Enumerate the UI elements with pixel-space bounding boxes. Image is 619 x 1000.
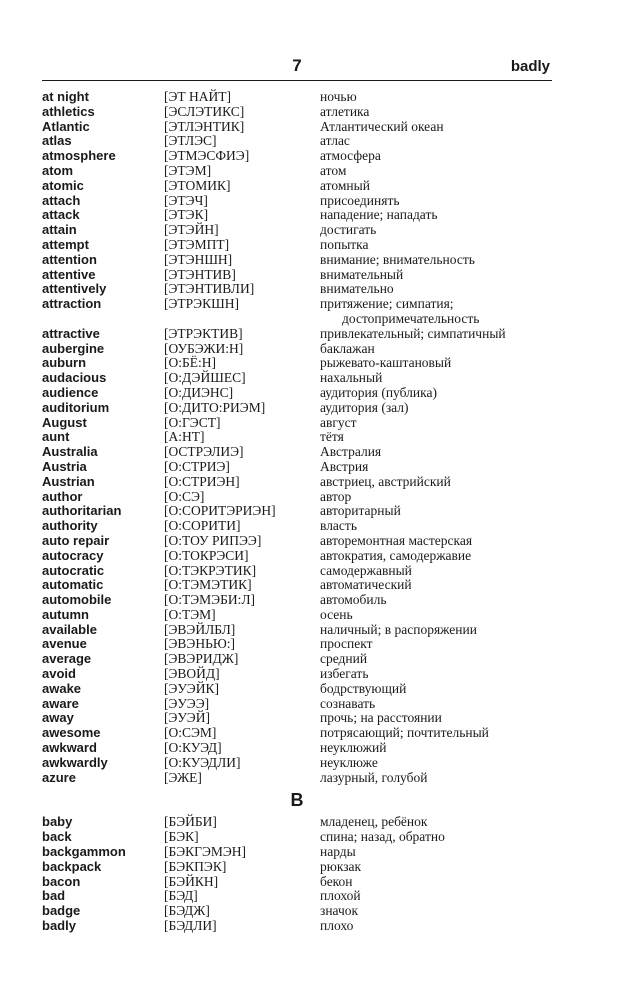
entry-translation: плохой bbox=[320, 888, 361, 904]
entry-word: aware bbox=[42, 695, 79, 711]
dictionary-entry bbox=[42, 164, 562, 179]
dictionary-entry bbox=[42, 667, 562, 682]
entry-word: attentively bbox=[42, 281, 107, 297]
entry-word: automobile bbox=[42, 592, 112, 608]
entry-pronunciation: [О:СТРИЭН] bbox=[164, 473, 240, 489]
entry-pronunciation: [ЭТЛЭНТИК] bbox=[164, 118, 245, 134]
entry-translation: младенец, ребёнок bbox=[320, 814, 428, 830]
dictionary-entry bbox=[42, 504, 562, 519]
entry-pronunciation: [ЭТЭМПТ] bbox=[164, 236, 230, 252]
dictionary-entry bbox=[42, 416, 562, 431]
entry-translation: нахальный bbox=[320, 370, 383, 386]
dictionary-entry bbox=[42, 90, 562, 105]
entry-word: awkward bbox=[42, 740, 97, 756]
entry-translation: атомный bbox=[320, 177, 370, 193]
entry-translation: внимание; внимательность bbox=[320, 251, 475, 267]
entry-word: back bbox=[42, 829, 72, 845]
dictionary-entry bbox=[42, 519, 562, 534]
dictionary-entry bbox=[42, 342, 562, 357]
entry-word: awake bbox=[42, 680, 82, 696]
entry-word: attain bbox=[42, 222, 77, 238]
entry-translation: неуклюже bbox=[320, 754, 378, 770]
page-number: 7 bbox=[292, 56, 302, 75]
entry-pronunciation: [ОСТРЭЛИЭ] bbox=[164, 444, 244, 460]
entry-pronunciation: [О:КУЭДЛИ] bbox=[164, 754, 241, 770]
entry-translation: сознавать bbox=[320, 695, 376, 711]
entry-translation: Австралия bbox=[320, 444, 382, 460]
dictionary-entry bbox=[42, 460, 562, 475]
entry-translation: бекон bbox=[320, 873, 353, 889]
entry-word: atmosphere bbox=[42, 148, 116, 164]
entry-pronunciation: [БЭК] bbox=[164, 829, 199, 845]
entry-translation: значок bbox=[320, 903, 359, 919]
dictionary-entry bbox=[42, 386, 562, 401]
dictionary-entry bbox=[42, 253, 562, 268]
entry-translation: ночью bbox=[320, 89, 357, 104]
entry-word: autocracy bbox=[42, 547, 104, 563]
entry-translation: Атлантический океан bbox=[320, 118, 444, 134]
dictionary-entry bbox=[42, 682, 562, 697]
entry-pronunciation: [БЭЙБИ] bbox=[164, 814, 217, 830]
entry-translation: потрясающий; почтительный bbox=[320, 725, 489, 741]
entry-word: auburn bbox=[42, 355, 87, 371]
entry-pronunciation: [О:ТЭМЭТИК] bbox=[164, 577, 252, 593]
entry-translation: автократия, самодержавие bbox=[320, 547, 472, 563]
entry-pronunciation: [ЭВЭРИДЖ] bbox=[164, 651, 239, 667]
entry-word: attentive bbox=[42, 266, 96, 282]
dictionary-entry bbox=[42, 549, 562, 564]
entry-translation: авторитарный bbox=[320, 503, 401, 519]
entry-translation: бодрствующий bbox=[320, 680, 407, 696]
entry-pronunciation: [О:ГЭСТ] bbox=[164, 414, 221, 430]
entry-translation: спина; назад, обратно bbox=[320, 829, 445, 845]
entry-word: awkwardly bbox=[42, 754, 108, 770]
entry-word: Austria bbox=[42, 458, 87, 474]
entry-word: attention bbox=[42, 251, 97, 267]
entry-translation: автор bbox=[320, 488, 352, 504]
entry-pronunciation: [ЭТЭК] bbox=[164, 207, 209, 223]
entry-translation: атом bbox=[320, 162, 347, 178]
dictionary-entry bbox=[42, 371, 562, 386]
entry-pronunciation: [ЭЖЕ] bbox=[164, 769, 202, 785]
entry-translation: атмосфера bbox=[320, 148, 381, 164]
entry-pronunciation: [ЭУЭЙК] bbox=[164, 680, 219, 696]
dictionary-entry bbox=[42, 860, 562, 875]
dictionary-entry bbox=[42, 830, 562, 845]
entry-word: baby bbox=[42, 814, 73, 830]
entry-translation: прочь; на расстоянии bbox=[320, 710, 442, 726]
entry-word: away bbox=[42, 710, 74, 726]
entry-word: aubergine bbox=[42, 340, 105, 356]
entry-translation: осень bbox=[320, 606, 353, 622]
entry-pronunciation: [О:ТЭМ] bbox=[164, 606, 216, 622]
dictionary-entry bbox=[42, 889, 562, 904]
dictionary-entry bbox=[42, 445, 562, 460]
dictionary-entry bbox=[42, 608, 562, 623]
dictionary-entry bbox=[42, 490, 562, 505]
entry-translation: австриец, австрийский bbox=[320, 473, 451, 489]
dictionary-entry bbox=[42, 815, 562, 830]
entry-word: Austrian bbox=[42, 473, 95, 489]
entry-pronunciation: [ЭТЭМ] bbox=[164, 162, 212, 178]
entry-pronunciation: [БЭЙКН] bbox=[164, 873, 219, 889]
entry-pronunciation: [БЭДЖ] bbox=[164, 903, 210, 919]
entry-translation: неуклюжий bbox=[320, 740, 387, 756]
entry-translation: Австрия bbox=[320, 458, 369, 474]
entry-translation: плохо bbox=[320, 918, 354, 934]
entry-pronunciation: [О:ТОКРЭСИ] bbox=[164, 547, 249, 563]
entry-translation: присоединять bbox=[320, 192, 400, 208]
entry-pronunciation: [БЭКПЭК] bbox=[164, 858, 227, 874]
dictionary-entry bbox=[42, 845, 562, 860]
entry-translation: внимательно bbox=[320, 281, 394, 297]
dictionary-entry bbox=[42, 741, 562, 756]
running-head: badly bbox=[510, 58, 550, 75]
entry-word: August bbox=[42, 414, 87, 430]
entry-word: autocratic bbox=[42, 562, 105, 578]
entry-pronunciation: [О:СОРИТЭРИЭН] bbox=[164, 503, 276, 519]
entry-word: automatic bbox=[42, 577, 104, 593]
entry-word: Australia bbox=[42, 444, 98, 460]
dictionary-entry bbox=[42, 282, 562, 297]
entry-word: attraction bbox=[42, 296, 102, 312]
entry-word: authoritarian bbox=[42, 503, 122, 519]
dictionary-entry bbox=[42, 771, 562, 786]
entry-translation: попытка bbox=[320, 236, 369, 252]
entry-pronunciation: [О:ТЭКРЭТИК] bbox=[164, 562, 257, 578]
entry-pronunciation: [ЭТ НАЙТ] bbox=[164, 89, 232, 104]
entry-translation: притяжение; симпатия; достопримечательность bbox=[320, 296, 480, 326]
entry-word: author bbox=[42, 488, 83, 504]
entry-translation: аудитория (публика) bbox=[320, 384, 437, 400]
entry-translation: август bbox=[320, 414, 357, 430]
entry-translation: избегать bbox=[320, 666, 369, 682]
dictionary-entry bbox=[42, 268, 562, 283]
entry-translation: наличный; в распоряжении bbox=[320, 621, 477, 637]
entry-translation: автоматический bbox=[320, 577, 412, 593]
dictionary-entry bbox=[42, 105, 562, 120]
dictionary-entry bbox=[42, 756, 562, 771]
dictionary-entry bbox=[42, 297, 562, 327]
dictionary-entry bbox=[42, 475, 562, 490]
entry-pronunciation: [О:ТОУ РИПЭЭ] bbox=[164, 532, 262, 548]
entry-word: badge bbox=[42, 903, 81, 919]
entry-pronunciation: [ЭТРЭКШН] bbox=[164, 296, 239, 312]
entry-translation: нападение; нападать bbox=[320, 207, 438, 223]
entry-pronunciation: [ЭВОЙД] bbox=[164, 666, 220, 682]
entry-word: backgammon bbox=[42, 844, 126, 860]
entry-pronunciation: [ЭУЭЭ] bbox=[164, 695, 210, 711]
entry-pronunciation: [ЭСЛЭТИКС] bbox=[164, 103, 245, 119]
entry-translation: внимательный bbox=[320, 266, 404, 282]
entry-pronunciation: [ЭТЭНТИВ] bbox=[164, 266, 236, 282]
entry-word: athletics bbox=[42, 103, 95, 119]
entry-pronunciation: [ОУБЭЖИ:Н] bbox=[164, 340, 244, 356]
entry-translation: рюкзак bbox=[320, 858, 362, 874]
entry-translation: средний bbox=[320, 651, 368, 667]
page-header bbox=[42, 56, 552, 81]
entry-word: badly bbox=[42, 918, 76, 934]
dictionary-entry bbox=[42, 904, 562, 919]
dictionary-entry bbox=[42, 726, 562, 741]
dictionary-entry bbox=[42, 327, 562, 342]
entry-pronunciation: [О:ДИТО:РИЭМ] bbox=[164, 399, 266, 415]
dictionary-entry bbox=[42, 179, 562, 194]
entry-translation: достигать bbox=[320, 222, 377, 238]
entry-translation: баклажан bbox=[320, 340, 375, 356]
entry-pronunciation: [О:СЭМ] bbox=[164, 725, 217, 741]
entry-pronunciation: [ЭВЭНЬЮ:] bbox=[164, 636, 235, 652]
dictionary-entry bbox=[42, 534, 562, 549]
entry-translation: проспект bbox=[320, 636, 373, 652]
entry-word: backpack bbox=[42, 858, 102, 874]
entry-word: aunt bbox=[42, 429, 70, 445]
entry-translation: рыжевато-каштановый bbox=[320, 355, 452, 371]
entry-translation: авторемонтная мастерская bbox=[320, 532, 473, 548]
entry-pronunciation: [ЭТЛЭС] bbox=[164, 133, 217, 149]
dictionary-entry bbox=[42, 623, 562, 638]
section-a bbox=[42, 90, 562, 785]
entry-translation: автомобиль bbox=[320, 592, 387, 608]
entry-word: authority bbox=[42, 518, 98, 534]
dictionary-entry bbox=[42, 637, 562, 652]
entry-pronunciation: [О:ДЭЙШЕС] bbox=[164, 370, 246, 386]
entry-word: bacon bbox=[42, 873, 81, 889]
dictionary-entry bbox=[42, 919, 562, 934]
entry-pronunciation: [ЭВЭЙЛБЛ] bbox=[164, 621, 236, 637]
entry-translation: тётя bbox=[320, 429, 344, 445]
entry-pronunciation: [О:БЁ:Н] bbox=[164, 355, 216, 371]
entry-pronunciation: [ЭТРЭКТИВ] bbox=[164, 325, 243, 341]
entry-word: avenue bbox=[42, 636, 87, 652]
entry-word: available bbox=[42, 621, 97, 637]
entry-word: audacious bbox=[42, 370, 107, 386]
entry-pronunciation: [ЭТЭЧ] bbox=[164, 192, 208, 208]
entry-pronunciation: [О:КУЭД] bbox=[164, 740, 222, 756]
entry-word: atom bbox=[42, 162, 74, 178]
dictionary-entry bbox=[42, 652, 562, 667]
dictionary-entry bbox=[42, 578, 562, 593]
dictionary-entry bbox=[42, 430, 562, 445]
entry-translation: власть bbox=[320, 518, 357, 534]
entry-word: avoid bbox=[42, 666, 76, 682]
entry-pronunciation: [ЭТОМИК] bbox=[164, 177, 231, 193]
entry-pronunciation: [ЭУЭЙ] bbox=[164, 710, 210, 726]
section-b bbox=[42, 815, 562, 933]
entry-word: Atlantic bbox=[42, 118, 90, 134]
dictionary-entry bbox=[42, 875, 562, 890]
entry-word: auto repair bbox=[42, 532, 110, 548]
dictionary-entry bbox=[42, 711, 562, 726]
entry-word: attractive bbox=[42, 325, 100, 341]
dictionary-entry bbox=[42, 401, 562, 416]
dictionary-entry bbox=[42, 238, 562, 253]
entry-pronunciation: [ЭТМЭСФИЭ] bbox=[164, 148, 250, 164]
entry-pronunciation: [О:ДИЭНС] bbox=[164, 384, 234, 400]
entry-translation: привлекательный; симпатичный bbox=[320, 325, 506, 341]
dictionary-entry bbox=[42, 149, 562, 164]
entry-word: attach bbox=[42, 192, 81, 208]
entry-list bbox=[42, 90, 562, 934]
entry-word: average bbox=[42, 651, 92, 667]
dictionary-entry bbox=[42, 208, 562, 223]
entry-pronunciation: [БЭД] bbox=[164, 888, 198, 904]
dictionary-entry bbox=[42, 564, 562, 579]
entry-word: attack bbox=[42, 207, 80, 223]
entry-pronunciation: [А:НТ] bbox=[164, 429, 205, 445]
entry-word: autumn bbox=[42, 606, 89, 622]
entry-pronunciation: [О:СТРИЭ] bbox=[164, 458, 230, 474]
entry-pronunciation: [БЭДЛИ] bbox=[164, 918, 217, 934]
entry-word: atomic bbox=[42, 177, 84, 193]
entry-pronunciation: [О:СОРИТИ] bbox=[164, 518, 241, 534]
entry-word: at night bbox=[42, 89, 89, 104]
entry-word: azure bbox=[42, 769, 76, 785]
entry-word: audience bbox=[42, 384, 99, 400]
dictionary-entry bbox=[42, 593, 562, 608]
dictionary-entry bbox=[42, 223, 562, 238]
entry-translation: лазурный, голубой bbox=[320, 769, 428, 785]
entry-translation: атлас bbox=[320, 133, 350, 149]
entry-translation: самодержавный bbox=[320, 562, 412, 578]
entry-pronunciation: [О:СЭ] bbox=[164, 488, 205, 504]
section-letter: B bbox=[290, 790, 304, 811]
entry-pronunciation: [ЭТЭЙН] bbox=[164, 222, 219, 238]
dictionary-entry bbox=[42, 134, 562, 149]
entry-word: auditorium bbox=[42, 399, 110, 415]
entry-translation: нарды bbox=[320, 844, 356, 860]
entry-pronunciation: [БЭКГЭМЭН] bbox=[164, 844, 247, 860]
entry-word: bad bbox=[42, 888, 66, 904]
dictionary-entry bbox=[42, 194, 562, 209]
entry-pronunciation: [О:ТЭМЭБИ:Л] bbox=[164, 592, 255, 608]
entry-translation: атлетика bbox=[320, 103, 370, 119]
entry-word: awesome bbox=[42, 725, 101, 741]
dictionary-entry bbox=[42, 120, 562, 135]
dictionary-entry bbox=[42, 697, 562, 712]
entry-pronunciation: [ЭТЭНТИВЛИ] bbox=[164, 281, 255, 297]
entry-word: attempt bbox=[42, 236, 89, 252]
entry-translation: аудитория (зал) bbox=[320, 399, 409, 415]
entry-word: atlas bbox=[42, 133, 72, 149]
entry-pronunciation: [ЭТЭНШН] bbox=[164, 251, 233, 267]
dictionary-entry bbox=[42, 356, 562, 371]
